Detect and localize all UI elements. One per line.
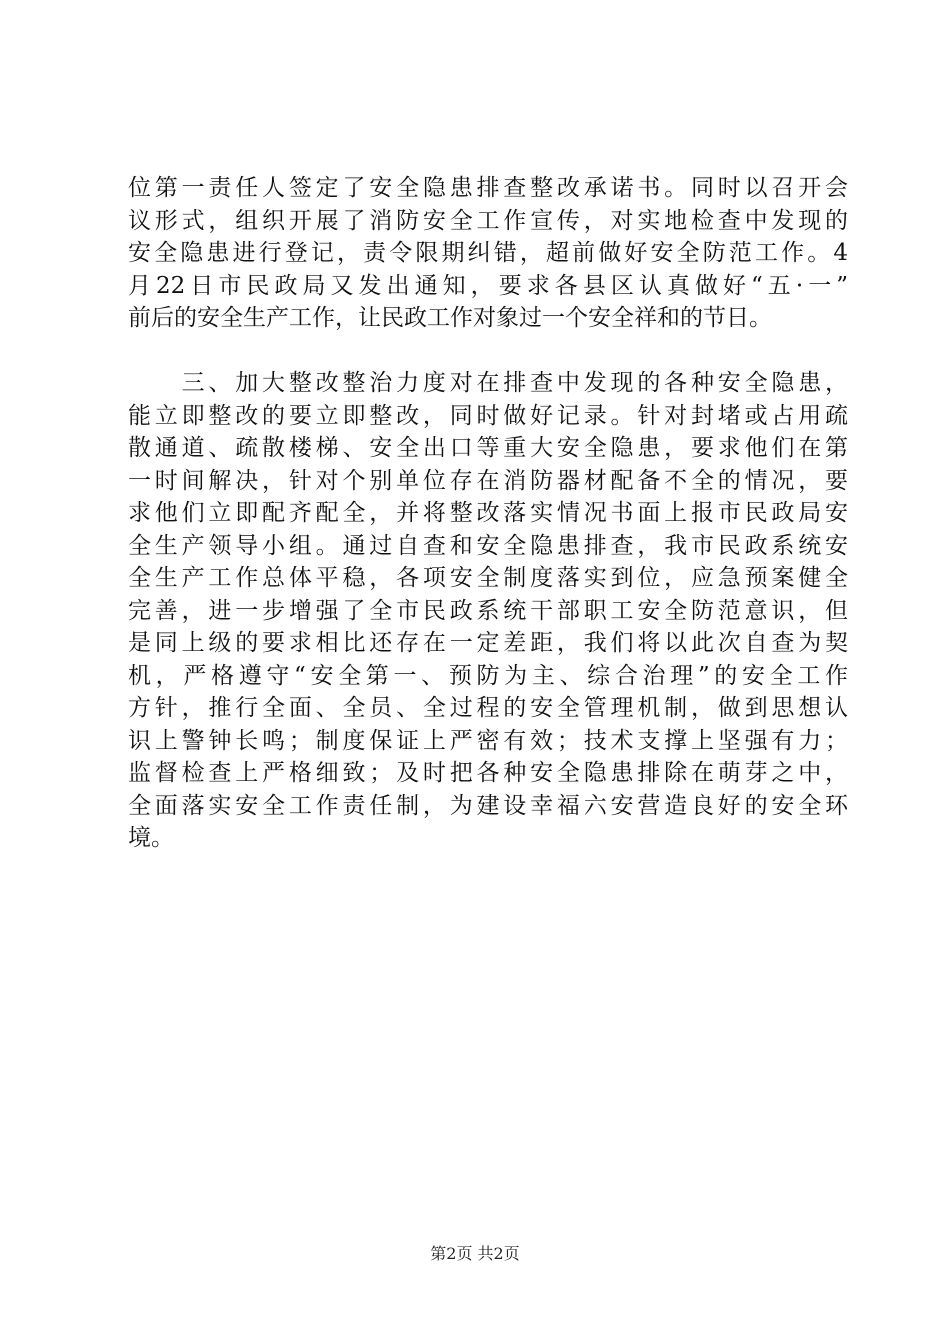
- paragraph-line: 全生产工作总体平稳，各项安全制度落实到位，应急预案健全: [128, 565, 848, 591]
- paragraph-line: 是同上级的要求相比还存在一定差距，我们将以此次自查为契: [128, 630, 848, 656]
- paragraph-line: 三、加大整改整治力度对在排查中发现的各种安全隐患，: [128, 370, 848, 396]
- document-body: [128, 172, 848, 855]
- paragraph-line: 机，严格遵守“安全第一、预防为主、综合治理”的安全工作: [128, 662, 848, 689]
- paragraph-line: 完善，进一步增强了全市民政系统干部职工安全防范意识，但: [128, 597, 848, 624]
- paragraph-line: 前后的安全生产工作，让民政工作对象过一个安全祥和的节日。: [128, 305, 772, 331]
- paragraph-line: 一时间解决，针对个别单位存在消防器材配备不全的情况，要: [128, 467, 848, 494]
- paragraph-spacer: [128, 335, 848, 368]
- paragraph-line: 识上警钟长鸣；制度保证上严密有效；技术支撑上坚强有力；: [128, 727, 848, 754]
- paragraph-line: 方针，推行全面、全员、全过程的安全管理机制，做到思想认: [128, 695, 848, 721]
- paragraph-line: 境。: [128, 825, 174, 851]
- paragraph-line: 全面落实安全工作责任制，为建设幸福六安营造良好的安全环: [128, 792, 848, 819]
- paragraph-2: [128, 367, 848, 855]
- paragraph-line: 散通道、疏散楼梯、安全出口等重大安全隐患，要求他们在第: [128, 435, 848, 461]
- paragraph-line: 求他们立即配齐配全，并将整改落实情况书面上报市民政局安: [128, 500, 848, 526]
- paragraph-line: 能立即整改的要立即整改，同时做好记录。针对封堵或占用疏: [128, 402, 848, 429]
- paragraph-line: 月22日市民政局又发出通知，要求各县区认真做好“五·一”: [128, 272, 848, 299]
- paragraph-line: 位第一责任人签定了安全隐患排查整改承诺书。同时以召开会: [128, 175, 848, 201]
- paragraph-1: [128, 172, 848, 335]
- paragraph-line: 议形式，组织开展了消防安全工作宣传，对实地检查中发现的: [128, 207, 848, 234]
- paragraph-line: 安全隐患进行登记，责令限期纠错，超前做好安全防范工作。4: [128, 240, 848, 266]
- page-footer: [0, 1244, 950, 1264]
- page-number-label: 第2页 共2页: [430, 1244, 520, 1263]
- paragraph-line: 全生产领导小组。通过自查和安全隐患排查，我市民政系统安: [128, 532, 848, 559]
- paragraph-line: 监督检查上严格细致；及时把各种安全隐患排除在萌芽之中，: [128, 760, 848, 786]
